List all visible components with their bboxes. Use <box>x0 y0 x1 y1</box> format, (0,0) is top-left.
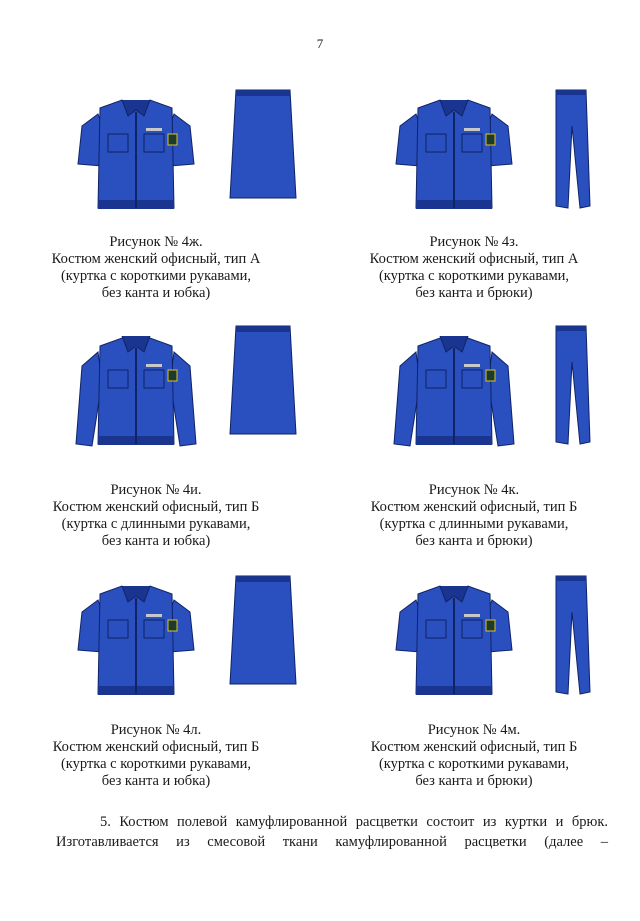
figure-illustration <box>324 86 624 226</box>
caption-line: Костюм женский офисный, тип Б <box>52 499 260 515</box>
figure-caption <box>324 482 624 550</box>
jacket-drawing <box>394 336 514 446</box>
caption-label: Рисунок № 4з. <box>429 234 519 250</box>
figure-caption <box>6 722 306 790</box>
jacket-sleeve-patch <box>486 134 495 145</box>
caption-line: (куртка с длинными рукавами, <box>61 516 251 532</box>
skirt-drawing <box>230 576 296 684</box>
jacket-drawing <box>78 586 194 695</box>
skirt-waistband <box>236 576 290 582</box>
figure-illustration <box>6 86 306 226</box>
trousers-drawing <box>556 90 590 208</box>
trousers-drawing <box>556 576 590 694</box>
jacket-name-tag <box>464 364 480 367</box>
figure-illustration <box>6 572 306 712</box>
trousers-waistband <box>556 90 586 95</box>
figure-4k <box>324 322 624 549</box>
caption-line: Костюм женский офисный, тип А <box>51 251 261 267</box>
jacket-drawing <box>396 100 512 209</box>
jacket-drawing <box>78 100 194 209</box>
skirt-drawing <box>230 326 296 434</box>
caption-line: без канта и юбка) <box>101 773 211 789</box>
figure-illustration <box>6 322 306 462</box>
skirt-waistband <box>236 90 290 96</box>
figure-4zh <box>6 86 306 301</box>
trousers-drawing <box>556 326 590 444</box>
skirt-waistband <box>236 326 290 332</box>
caption-line: (куртка с короткими рукавами, <box>378 268 570 284</box>
figure-caption <box>6 482 306 550</box>
jacket-sleeve-patch <box>168 134 177 145</box>
trousers-waistband <box>556 326 586 331</box>
jacket-sleeve-patch <box>168 370 177 381</box>
caption-line: без канта и юбка) <box>101 285 211 301</box>
jacket-name-tag <box>464 128 480 131</box>
trousers-waistband <box>556 576 586 581</box>
caption-label: Рисунок № 4к. <box>428 482 520 498</box>
jacket-name-tag <box>464 614 480 617</box>
caption-line: Костюм женский офисный, тип Б <box>370 499 578 515</box>
skirt-drawing <box>230 90 296 198</box>
caption-line: Костюм женский офисный, тип А <box>369 251 579 267</box>
caption-line: (куртка с короткими рукавами, <box>60 756 252 772</box>
caption-line: без канта и брюки) <box>415 285 533 301</box>
caption-line: без канта и юбка) <box>101 533 211 549</box>
figure-caption <box>6 234 306 302</box>
figure-caption <box>324 722 624 790</box>
caption-label: Рисунок № 4л. <box>110 722 202 738</box>
paragraph-line: 5. Костюм полевой камуфлированной расцветки состоит из куртки и брюк. <box>100 814 608 830</box>
figure-4l <box>6 572 306 787</box>
page-number: 7 <box>316 36 324 51</box>
figure-caption <box>324 234 624 302</box>
paragraph-line: Изготавливается из смесовой ткани камуфлированной расцветки (далее – <box>56 834 608 850</box>
caption-line: (куртка с короткими рукавами, <box>60 268 252 284</box>
jacket-name-tag <box>146 614 162 617</box>
caption-line: без канта и брюки) <box>415 773 533 789</box>
jacket-drawing <box>396 586 512 695</box>
figure-4i <box>6 322 306 549</box>
caption-line: (куртка с короткими рукавами, <box>378 756 570 772</box>
paragraph-5 <box>56 812 608 852</box>
caption-label: Рисунок № 4и. <box>110 482 202 498</box>
figure-4z <box>324 86 624 301</box>
jacket-sleeve-patch <box>486 370 495 381</box>
caption-line: Костюм женский офисный, тип Б <box>52 739 260 755</box>
figure-illustration <box>324 572 624 712</box>
jacket-name-tag <box>146 364 162 367</box>
caption-label: Рисунок № 4м. <box>427 722 521 738</box>
figure-4m <box>324 572 624 787</box>
caption-line: без канта и брюки) <box>415 533 533 549</box>
jacket-sleeve-patch <box>168 620 177 631</box>
caption-line: Костюм женский офисный, тип Б <box>370 739 578 755</box>
caption-label: Рисунок № 4ж. <box>109 234 203 250</box>
jacket-sleeve-patch <box>486 620 495 631</box>
jacket-name-tag <box>146 128 162 131</box>
figure-illustration <box>324 322 624 462</box>
jacket-drawing <box>76 336 196 446</box>
caption-line: (куртка с длинными рукавами, <box>379 516 569 532</box>
